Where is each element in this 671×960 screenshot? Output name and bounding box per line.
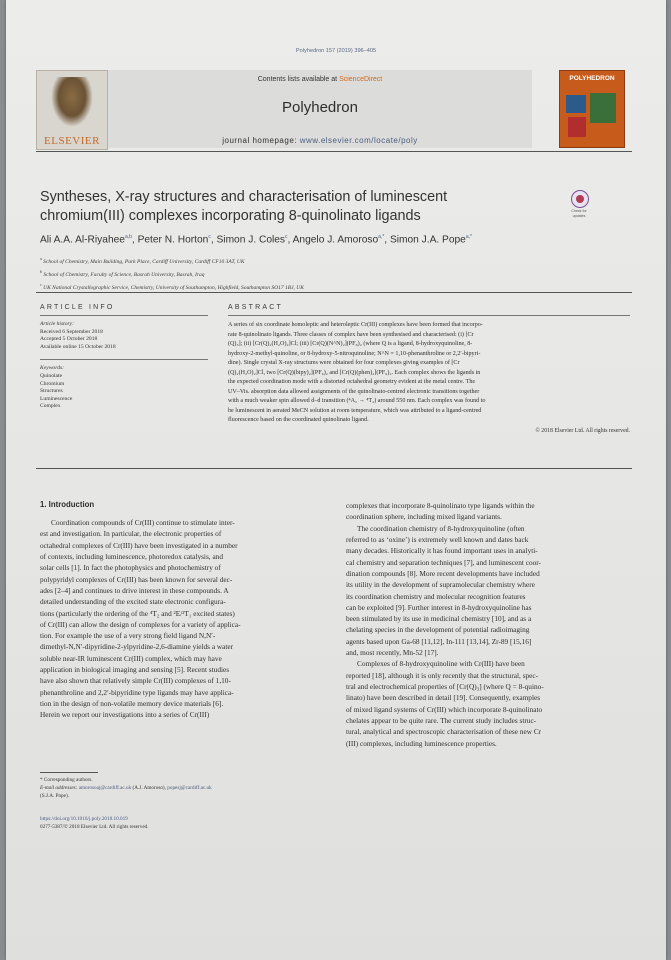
footnote-rule	[40, 772, 98, 773]
cover-graphic	[566, 95, 586, 113]
article-title	[40, 188, 560, 226]
author-affil-mark: c	[285, 234, 288, 240]
author-affil-mark: a,*	[465, 234, 472, 240]
online-date: Available online 15 October 2018	[40, 343, 116, 350]
body-text-line: complexes that incorporate 8-quinolinato type ligands within the	[346, 501, 535, 510]
body-text-line: reported [18], although it is only recently that the structural, spec-	[346, 670, 539, 680]
doi-block	[40, 815, 340, 832]
cover-graphic	[590, 93, 616, 123]
email-owner: (S.J.A. Pope).	[40, 793, 69, 800]
cover-title: POLYHEDRON	[569, 75, 615, 82]
body-text-line: agents based upon Ga-68 [11,12], In-111 [13,14], Zr-89 [15,16]	[346, 636, 532, 646]
body-text-line: referred to as ‘oxine’) is extremely well known and dates back	[346, 534, 529, 544]
author-affil-mark: a,b	[124, 234, 132, 240]
email-label: E-mail addresses:	[40, 785, 79, 792]
body-text-line: phenanthroline and 2,2′-bipyridine type ligands may have applica-	[40, 687, 234, 697]
affiliation-line	[40, 254, 600, 267]
body-text-line: dination compounds [8]. More recent developments have included	[346, 568, 540, 578]
body-text-line: and, most recently, Mn-52 [17].	[346, 648, 439, 658]
body-text-line: tral and electrochemical properties of [Cr(Q)₃] (where Q = 8-quino-	[346, 682, 544, 691]
affiliation-mark: c	[40, 281, 42, 287]
abstract-rule	[228, 315, 630, 316]
body-text-line: ades [2–4] and continues to drive interest in these compounds. A	[40, 585, 229, 595]
body-text-line: tural, analytical and spectroscopic characterisation of these new Cr	[346, 727, 542, 737]
body-text-line: of mixed ligand systems of Cr(III) which incorporate 8-quinolinato	[346, 704, 543, 714]
crossmark-label: Check for updates	[571, 209, 587, 218]
body-text-line: est and investigation. In particular, the electronic properties of	[40, 529, 222, 539]
affiliation-line	[40, 267, 600, 280]
body-text-line: tions (particularly the ordering of the ⁴T₂ and ²E/²T₁ excited states)	[40, 608, 235, 618]
abstract-line: the expected coordination mode with a distorted octahedral geometry evident at the metal centre. The	[228, 379, 476, 386]
body-text-line: dimethyl-N,N′-dipyridine-2-ylpyridine-2,6-diamine yields a water	[40, 642, 234, 652]
abstract-line: rate 8-quinolinato ligands. Three classes of complex have been synthesised and characterised: (i) [Cr	[228, 331, 474, 338]
doi-link[interactable]: https://doi.org/10.1016/j.poly.2018.10.019	[40, 816, 128, 822]
elsevier-logo-text: ELSEVIER	[44, 135, 100, 147]
body-text-line: coordination sphere, including mixed ligand variants.	[346, 512, 502, 522]
paper-page	[6, 0, 666, 960]
keywords-label: Keywords:	[40, 365, 65, 372]
article-info-rule	[40, 315, 208, 316]
section-heading: 1. Introduction	[40, 500, 95, 509]
footnotes	[40, 776, 340, 801]
abstract-line: dine). Single crystal X-ray structures were obtained for four complexes giving examples of [Cr	[228, 360, 460, 367]
received-date: Received 6 September 2018	[40, 328, 103, 335]
intro-left-text	[40, 517, 328, 721]
abstract	[228, 304, 630, 436]
title-line: Syntheses, X-ray structures and characterisation of luminescent	[40, 189, 448, 205]
author-name: Peter N. Horton	[137, 234, 209, 246]
body-text-line: solar cells [1]. In fact the photophysics and photochemistry of	[40, 563, 221, 573]
body-text-line: Complexes of 8-hydroxyquinoline with Cr(III) have been	[357, 659, 525, 669]
abstract-line: UV–Vis. absorption data allowed assignments of the quinolinato-centred electronic transitions together	[228, 388, 480, 395]
body-text-line: tion in the design of non-volatile memory device materials [6].	[40, 699, 224, 708]
corresponding-authors-note: * Corresponding authors.	[40, 777, 93, 783]
body-column-left	[40, 500, 328, 721]
abstract-copyright: © 2018 Elsevier Ltd. All rights reserved.	[535, 428, 630, 435]
homepage-prefix: journal homepage:	[222, 136, 300, 145]
body-text-line: The coordination chemistry of 8-hydroxyquinoline (often	[357, 523, 525, 533]
affiliation-text: School of Chemistry, Faculty of Science, Basrah University, Basrah, Iraq	[43, 271, 205, 278]
elsevier-tree-icon	[51, 77, 93, 127]
abstract-end-rule	[36, 468, 632, 469]
body-text-line: can be exploited [9]. Further interest in 8-hydroxyquinoline has	[346, 602, 532, 612]
body-text-line: its utility in the development of supramolecular chemistry where	[346, 580, 535, 590]
contents-available-line	[108, 76, 532, 83]
body-text-line: its coordination chemistry and molecular recognition features	[346, 591, 526, 601]
affiliation-text: UK National Crystallographic Service, Chemistry, University of Southampton, Highfield, Southampton SO17 1BJ, UK	[43, 284, 304, 291]
intro-right-text	[346, 500, 636, 749]
author-list: Ali A.A. Al-Riyahee$^{a,b}$, Peter N. Horton$^c$, Simon J. Coles$^c$, Angelo J. Amoroso$^{a,*}$, Simon J.A. Pope$^{a,*}$	[40, 234, 472, 246]
abstract-heading: ABSTRACT	[228, 304, 283, 311]
history-label: Article history:	[40, 321, 75, 327]
crossmark-badge[interactable]	[565, 190, 593, 222]
affiliations	[40, 254, 600, 292]
email-line	[40, 784, 340, 792]
abstract-line: be luminescent in aerated MeCN solution at room temperature, which was attributed to a ligand-centred	[228, 407, 482, 414]
body-text-line: of contexts, including luminescence, photoredox catalysis, and	[40, 551, 223, 561]
body-text-line: of Cr(III) can allow the design of complexes for a variety of applica-	[40, 619, 241, 629]
body-text-line: application in biological imaging and sensing [5]. Recent studies	[40, 665, 230, 675]
journal-reference: Polyhedron 157 (2019) 396–405	[295, 48, 377, 54]
author-name: Simon J.A. Pope	[389, 234, 466, 246]
article-info-rule	[40, 359, 208, 360]
accepted-date: Accepted 5 October 2018	[40, 336, 98, 343]
affiliation-text: School of Chemistry, Main Building, Park Place, Cardiff University, Cardiff CF10 3AT, UK	[43, 258, 245, 265]
sciencedirect-link[interactable]: ScienceDirect	[339, 76, 383, 83]
body-text-line: soluble near-IR luminescent Cr(III) complex, which may have	[40, 653, 222, 663]
cover-graphic	[568, 117, 586, 137]
email-link[interactable]: popesj@cardiff.ac.uk	[167, 785, 212, 792]
body-text-line: Herein we report our investigations into a series of Cr(III)	[40, 710, 210, 720]
abstract-line: with a much weaker spin allowed d–d transition (⁴A₂ → ⁴T₂) around 550 nm. Each complex was found to	[228, 398, 486, 405]
contents-prefix: Contents lists available at	[257, 76, 340, 83]
crossmark-icon	[571, 190, 589, 208]
article-info-heading: ARTICLE INFO	[40, 304, 115, 311]
email-link[interactable]: amorosoaj@cardiff.ac.uk	[78, 785, 132, 792]
body-text-line: octahedral complexes of Cr(III) have been investigated in a number	[40, 540, 238, 550]
author-affil-mark: a,*	[378, 234, 385, 240]
issn-line: 0277-5387/© 2018 Elsevier Ltd. All rights reserved.	[40, 824, 149, 831]
affiliation-mark: b	[40, 268, 42, 274]
author-name: Ali A.A. Al-Riyahee	[40, 234, 125, 246]
keyword: Complex	[40, 403, 61, 410]
author-name: Angelo J. Amoroso	[292, 234, 379, 246]
journal-name: Polyhedron	[282, 99, 358, 116]
body-text-line: detailed understanding of the excited state electronic configura-	[40, 597, 226, 607]
affiliation-line	[40, 280, 600, 293]
journal-homepage	[108, 136, 532, 145]
email-owner: (A.J. Amoroso),	[131, 785, 168, 792]
elsevier-logo	[36, 70, 108, 150]
body-text-line: Coordination compounds of Cr(III) continue to stimulate inter-	[51, 518, 235, 527]
body-text-line: have also shown that relatively simple Cr(III) complexes of 1,10-	[40, 676, 231, 686]
body-text-line: linato) have been described in detail [19]. Consequently, examples	[346, 693, 541, 703]
abstract-line: (Q)₂(H₂O)₂]Cl, two [Cr(Q)(bipy)₂](PF₆)₂ and [Cr(Q)(phen)₂](PF₆)₂. Each complex shows the ligands in	[228, 369, 481, 376]
abstract-line: (Q)₃]; (ii) [Cr(Q)₂(H₂O)₂]Cl; (iii) [Cr(Q)(N^N)₂](PF₆)₂ (where Q is a ligand, 8-hydroxyquinoline, 8-	[228, 341, 473, 348]
body-text-line: chelates appear to be quite rare. The current study includes struc-	[346, 715, 537, 725]
affiliation-rule	[36, 292, 632, 293]
keyword: Quinolate	[40, 372, 63, 379]
homepage-url[interactable]: www.elsevier.com/locate/poly	[299, 136, 418, 145]
body-text-line: been stimulated by its use in medicinal chemistry [10], and as a	[346, 614, 532, 624]
body-text-line: polypyridyl complexes of Cr(III) has been known for several dec-	[40, 574, 233, 584]
abstract-line: hydroxy-2-methyl-quinoline, or 8-hydroxy-5-nitroquinoline; N^N = 1,10-phenanthroline or 2,2′-bipyri-	[228, 350, 481, 357]
abstract-line: fluorescence based on the coordinated quinolinato ligand.	[228, 417, 369, 424]
body-text-line: many decades. Historically it has found important uses in analyti-	[346, 546, 538, 556]
header-rule	[36, 151, 632, 152]
author-name: Simon J. Coles	[216, 234, 286, 246]
journal-cover-image	[559, 70, 625, 148]
keyword: Structures	[40, 388, 63, 395]
body-text-line: chelating species in the development of potential radioimaging	[346, 625, 530, 635]
keyword: Chromium	[40, 380, 65, 387]
article-info	[40, 304, 210, 411]
affiliation-mark: a	[40, 256, 42, 261]
keyword: Luminescence	[40, 395, 73, 402]
body-column-right	[346, 500, 636, 749]
title-line: chromium(III) complexes incorporating 8-quinolinato ligands	[40, 208, 421, 224]
author-affil-mark: c	[208, 234, 211, 240]
abstract-line: A series of six coordinate homoleptic and heteroleptic Cr(III) complexes have been formed that incorpo-	[228, 322, 483, 328]
body-text-line: tion. For example the use of a very strong field ligand N,N′-	[40, 631, 216, 641]
body-text-line: (III) complexes, including luminescence properties.	[346, 738, 497, 748]
body-text-line: cal chemistry and separation techniques [7], and luminescent coor-	[346, 557, 541, 567]
